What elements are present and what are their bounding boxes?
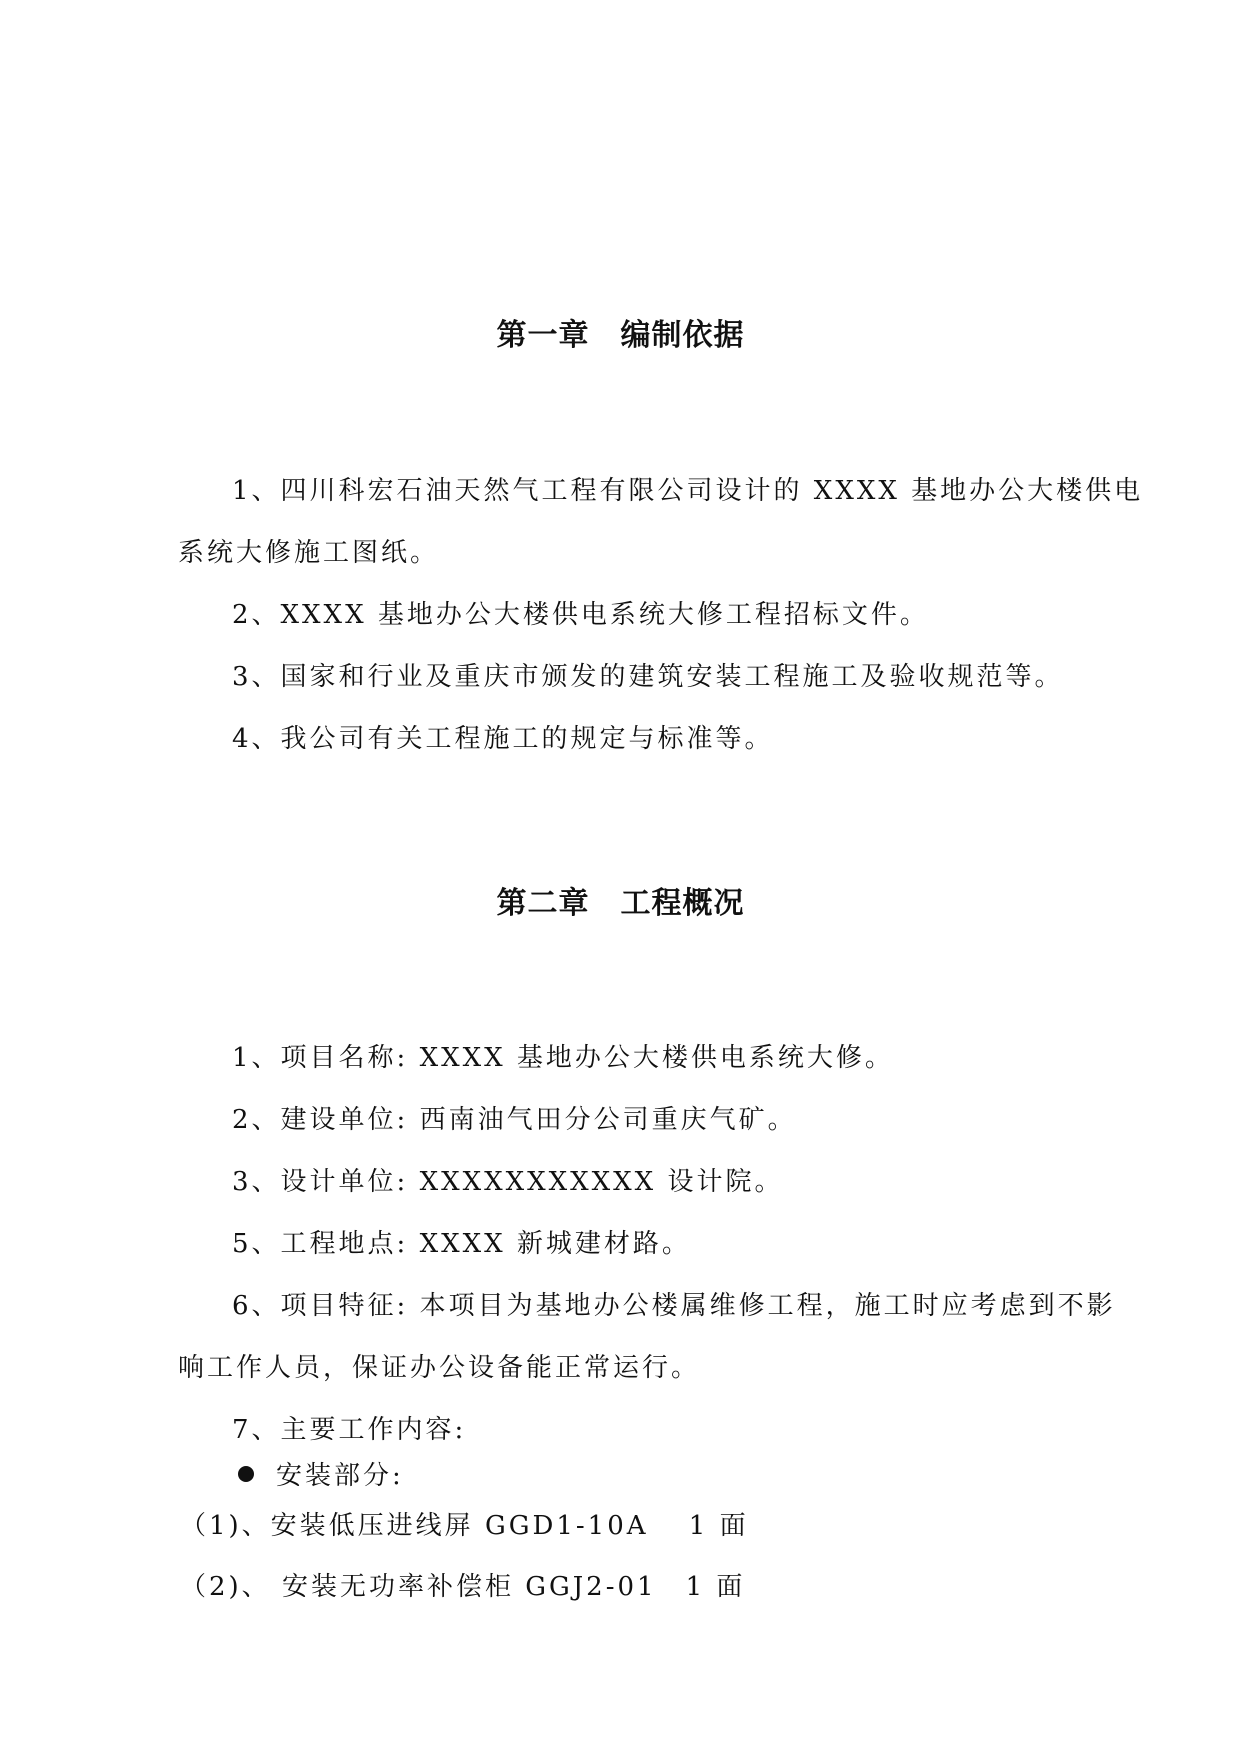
chapter-1-item-1-line-1: 1、四川科宏石油天然气工程有限公司设计的 XXXX 基地办公大楼供电 bbox=[232, 476, 1144, 506]
chapter-1-item-2: 2、XXXX 基地办公大楼供电系统大修工程招标文件。 bbox=[232, 600, 929, 630]
chapter-2-item-6-line-1: 6、项目特征: 本项目为基地办公楼属维修工程，施工时应考虑到不影 bbox=[232, 1291, 1116, 1321]
sub-item-2: （2)、 安装无功率补偿柜 GGJ2-01 1 面 bbox=[180, 1572, 746, 1602]
chapter-1-item-4: 4、我公司有关工程施工的规定与标准等。 bbox=[232, 724, 774, 754]
chapter-2-item-3: 3、设计单位: XXXXXXXXXXX 设计院。 bbox=[232, 1167, 784, 1197]
chapter-1-item-3: 3、国家和行业及重庆市颁发的建筑安装工程施工及验收规范等。 bbox=[232, 662, 1064, 692]
bullet-dot-icon bbox=[238, 1466, 254, 1482]
bullet-install-section: 安装部分: bbox=[276, 1461, 404, 1491]
chapter-2-item-2: 2、建设单位: 西南油气田分公司重庆气矿。 bbox=[232, 1105, 797, 1135]
chapter-2-item-6-line-2: 响工作人员，保证办公设备能正常运行。 bbox=[178, 1353, 701, 1383]
chapter-2-title: 第二章 工程概况 bbox=[496, 886, 745, 921]
chapter-1-item-1-line-2: 系统大修施工图纸。 bbox=[178, 538, 440, 568]
chapter-1-title: 第一章 编制依据 bbox=[496, 318, 745, 353]
chapter-2-item-5: 5、工程地点: XXXX 新城建材路。 bbox=[232, 1229, 691, 1259]
chapter-2-item-1: 1、项目名称: XXXX 基地办公大楼供电系统大修。 bbox=[232, 1043, 894, 1073]
sub-item-1: （1)、安装低压进线屏 GGD1-10A 1 面 bbox=[180, 1511, 749, 1541]
chapter-2-item-7: 7、主要工作内容: bbox=[232, 1415, 467, 1445]
